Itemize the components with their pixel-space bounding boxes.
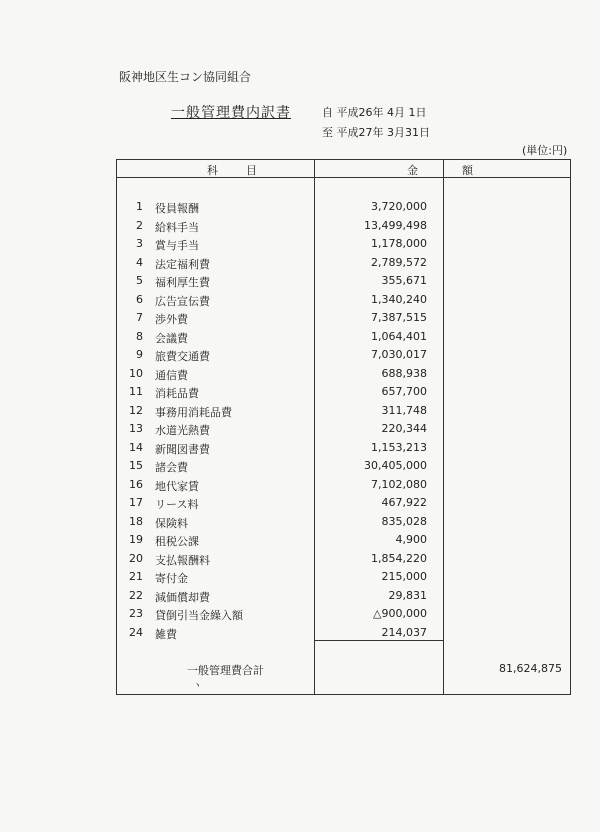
table-row — [117, 219, 570, 238]
row-number: 22 — [129, 588, 143, 602]
total-label: 一般管理費合計 — [187, 664, 264, 677]
row-number: 4 — [136, 255, 143, 269]
table-row — [117, 385, 570, 404]
table-row — [117, 589, 570, 608]
header-amount: 金額 — [407, 164, 517, 177]
row-name: 租税公課 — [155, 535, 199, 548]
row-name: 通信費 — [155, 368, 188, 382]
row-number: 10 — [129, 366, 143, 380]
table-row — [117, 515, 570, 534]
row-amount: △900,000 — [373, 607, 427, 620]
row-number: 17 — [129, 496, 143, 509]
row-name: 貸倒引当金繰入額 — [155, 609, 243, 622]
organization-name: 阪神地区生コン協同組合 — [119, 70, 252, 84]
row-amount: 1,854,220 — [371, 551, 427, 565]
row-amount: 7,030,017 — [371, 348, 427, 361]
row-name: 給料手当 — [155, 220, 199, 234]
document-title: 一般管理費内訳書 — [171, 105, 291, 121]
row-number: 6 — [136, 292, 143, 306]
row-amount: 7,102,080 — [371, 477, 427, 491]
row-name: 水道光熱費 — [155, 424, 210, 437]
row-name: 会議費 — [155, 331, 188, 345]
row-name: 役員報酬 — [155, 202, 199, 215]
row-amount: 214,037 — [381, 625, 427, 639]
table-row — [117, 367, 570, 386]
table-row — [117, 404, 570, 423]
row-number: 9 — [136, 348, 143, 361]
row-amount: 1,340,240 — [371, 292, 427, 306]
row-name: 消耗品費 — [155, 387, 199, 400]
row-number: 20 — [129, 551, 143, 565]
period-from: 自 平成26年 4月 1日 — [322, 106, 427, 119]
row-amount: 835,028 — [381, 514, 427, 528]
row-amount: 13,499,498 — [364, 218, 427, 232]
row-amount: 3,720,000 — [371, 200, 427, 213]
header-subject: 科目 — [207, 164, 285, 177]
row-amount: 355,671 — [381, 274, 427, 287]
row-number: 2 — [136, 218, 143, 232]
row-name: リース料 — [155, 498, 199, 511]
table-row — [117, 274, 570, 293]
row-name: 保険料 — [155, 516, 188, 530]
table-row — [117, 237, 570, 256]
table-row — [117, 570, 570, 589]
row-name: 事務用消耗品費 — [155, 405, 232, 419]
row-amount: 467,922 — [381, 496, 427, 509]
row-number: 15 — [129, 459, 143, 472]
table-row — [117, 459, 570, 478]
table-row — [117, 311, 570, 330]
row-amount: 311,748 — [381, 403, 427, 417]
row-name: 新聞図書費 — [155, 442, 210, 456]
row-name: 福利厚生費 — [155, 276, 210, 289]
row-amount: 220,344 — [381, 422, 427, 435]
row-name: 支払報酬料 — [155, 553, 210, 567]
row-number: 23 — [129, 607, 143, 620]
row-amount: 657,700 — [381, 385, 427, 398]
row-amount: 2,789,572 — [371, 255, 427, 269]
tick-mark: ヽ — [193, 681, 203, 691]
row-name: 地代家賃 — [155, 479, 199, 493]
table-row — [117, 330, 570, 349]
table-row — [117, 200, 570, 219]
table-row — [117, 496, 570, 515]
row-amount: 4,900 — [395, 533, 427, 546]
row-name: 寄付金 — [155, 572, 188, 585]
row-amount: 7,387,515 — [371, 311, 427, 324]
row-number: 1 — [136, 200, 143, 213]
row-name: 渉外費 — [155, 313, 188, 326]
row-name: 法定福利費 — [155, 257, 210, 271]
row-number: 11 — [129, 385, 143, 398]
row-number: 3 — [136, 237, 143, 250]
table-row — [117, 607, 570, 626]
row-amount: 29,831 — [388, 588, 427, 602]
row-number: 8 — [136, 329, 143, 343]
row-name: 雑費 — [155, 627, 177, 641]
row-amount: 1,153,213 — [371, 440, 427, 454]
table-row — [117, 441, 570, 460]
total-amount: 81,624,875 — [499, 662, 562, 675]
table-row — [117, 293, 570, 312]
row-amount: 1,178,000 — [371, 237, 427, 250]
row-number: 13 — [129, 422, 143, 435]
table-row — [117, 533, 570, 552]
table-row — [117, 256, 570, 275]
row-name: 諸会費 — [155, 461, 188, 474]
row-amount: 30,405,000 — [364, 459, 427, 472]
table-row — [117, 552, 570, 571]
row-amount: 1,064,401 — [371, 329, 427, 343]
table-rows — [117, 200, 570, 644]
row-number: 14 — [129, 440, 143, 454]
row-number: 24 — [129, 625, 143, 639]
row-number: 16 — [129, 477, 143, 491]
table-row — [117, 626, 570, 645]
row-number: 21 — [129, 570, 143, 583]
row-number: 18 — [129, 514, 143, 528]
table-row — [117, 478, 570, 497]
row-number: 12 — [129, 403, 143, 417]
table-row — [117, 348, 570, 367]
row-amount: 215,000 — [381, 570, 427, 583]
row-number: 7 — [136, 311, 143, 324]
unit-label: (単位:円) — [522, 144, 568, 157]
period-to: 至 平成27年 3月31日 — [322, 126, 430, 139]
row-name: 広告宣伝費 — [155, 294, 210, 308]
row-amount: 688,938 — [381, 366, 427, 380]
row-name: 減価償却費 — [155, 590, 210, 604]
row-number: 5 — [136, 274, 143, 287]
row-number: 19 — [129, 533, 143, 546]
expense-table — [116, 159, 571, 695]
row-name: 旅費交通費 — [155, 350, 210, 363]
row-name: 賞与手当 — [155, 239, 199, 252]
table-row — [117, 422, 570, 441]
